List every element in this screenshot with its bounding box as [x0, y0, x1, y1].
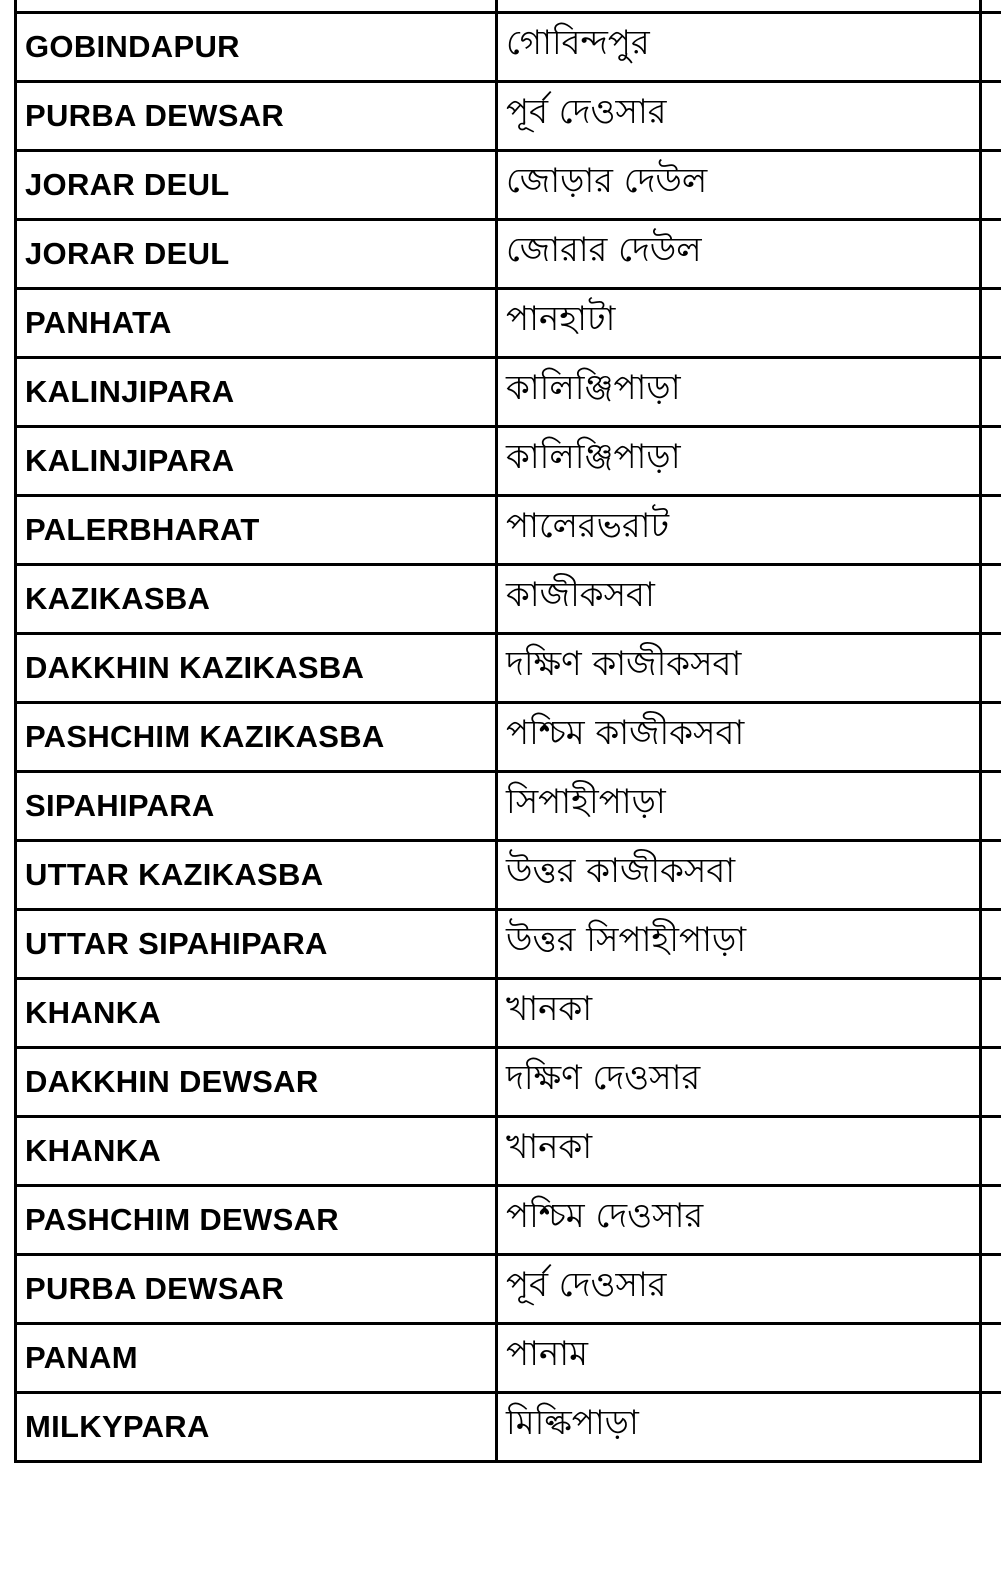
bengali-name-cell: পানহাটা — [497, 289, 981, 358]
table-row-header-clipped — [16, 0, 981, 13]
bengali-name-cell: সিপাহীপাড়া — [497, 772, 981, 841]
table-row — [16, 565, 981, 634]
table-row — [16, 772, 981, 841]
english-name-cell: UTTAR KAZIKASBA — [16, 841, 497, 910]
bengali-name-cell — [497, 0, 981, 13]
english-name-cell: MILKYPARA — [16, 1393, 497, 1462]
row-rule-tick — [979, 1391, 1001, 1394]
row-rule-tick — [979, 632, 1001, 635]
row-rule-tick — [979, 1184, 1001, 1187]
row-rule-tick — [979, 1322, 1001, 1325]
row-rule-tick — [979, 149, 1001, 152]
table-row — [16, 13, 981, 82]
row-rule-tick — [979, 494, 1001, 497]
english-name-cell: DAKKHIN KAZIKASBA — [16, 634, 497, 703]
bengali-name-cell: গোবিন্দপুর — [497, 13, 981, 82]
row-rule-tick — [979, 287, 1001, 290]
row-rule-tick — [979, 80, 1001, 83]
english-name-cell: PASHCHIM KAZIKASBA — [16, 703, 497, 772]
bengali-name-cell: দক্ষিণ কাজীকসবা — [497, 634, 981, 703]
table-body — [16, 0, 981, 1462]
table-row — [16, 1117, 981, 1186]
english-name-cell: KHANKA — [16, 1117, 497, 1186]
english-name-cell — [16, 0, 497, 13]
bengali-name-cell: পালেরভরাট — [497, 496, 981, 565]
english-name-cell: KALINJIPARA — [16, 358, 497, 427]
adjacent-column-edge — [979, 0, 1001, 1460]
english-name-cell: KAZIKASBA — [16, 565, 497, 634]
english-name-cell: PURBA DEWSAR — [16, 1255, 497, 1324]
row-rule-tick — [979, 425, 1001, 428]
row-rule-tick — [979, 1046, 1001, 1049]
english-name-cell: DAKKHIN DEWSAR — [16, 1048, 497, 1117]
english-name-cell: PANAM — [16, 1324, 497, 1393]
table-row — [16, 82, 981, 151]
english-name-cell: PALERBHARAT — [16, 496, 497, 565]
row-rule-tick — [979, 563, 1001, 566]
table-row — [16, 841, 981, 910]
row-rule-tick — [979, 908, 1001, 911]
table-row — [16, 427, 981, 496]
bengali-name-cell: পশ্চিম কাজীকসবা — [497, 703, 981, 772]
bengali-name-cell: পূর্ব দেওসার — [497, 1255, 981, 1324]
bengali-name-cell: জোরার দেউল — [497, 220, 981, 289]
table-row — [16, 496, 981, 565]
table-row — [16, 220, 981, 289]
row-rule-tick — [979, 839, 1001, 842]
table-row — [16, 1048, 981, 1117]
english-name-cell: PANHATA — [16, 289, 497, 358]
table-row — [16, 703, 981, 772]
row-rule-tick — [979, 356, 1001, 359]
english-name-cell: KALINJIPARA — [16, 427, 497, 496]
english-name-cell: PURBA DEWSAR — [16, 82, 497, 151]
row-rule-tick — [979, 701, 1001, 704]
village-name-table — [14, 0, 982, 1463]
table-row — [16, 1393, 981, 1462]
bengali-name-cell: কাজীকসবা — [497, 565, 981, 634]
bengali-name-cell: পানাম — [497, 1324, 981, 1393]
table-row — [16, 151, 981, 220]
english-name-cell: JORAR DEUL — [16, 220, 497, 289]
table-row — [16, 634, 981, 703]
table-row — [16, 1186, 981, 1255]
bengali-name-cell: উত্তর সিপাহীপাড়া — [497, 910, 981, 979]
bengali-name-cell: পশ্চিম দেওসার — [497, 1186, 981, 1255]
table-row — [16, 358, 981, 427]
english-name-cell: PASHCHIM DEWSAR — [16, 1186, 497, 1255]
row-rule-tick — [979, 770, 1001, 773]
row-rule-tick — [979, 218, 1001, 221]
english-name-cell: GOBINDAPUR — [16, 13, 497, 82]
table-row — [16, 1324, 981, 1393]
bengali-name-cell: খানকা — [497, 979, 981, 1048]
row-rule-tick — [979, 1115, 1001, 1118]
bengali-name-cell: কালিঞ্জিপাড়া — [497, 358, 981, 427]
row-rule-tick — [979, 1253, 1001, 1256]
row-rule-tick — [979, 977, 1001, 980]
bengali-name-cell: খানকা — [497, 1117, 981, 1186]
bengali-name-cell: পূর্ব দেওসার — [497, 82, 981, 151]
row-rule-tick — [979, 11, 1001, 14]
table-row — [16, 910, 981, 979]
english-name-cell: JORAR DEUL — [16, 151, 497, 220]
english-name-cell: SIPAHIPARA — [16, 772, 497, 841]
bengali-name-cell: মিল্কিপাড়া — [497, 1393, 981, 1462]
bengali-name-cell: কালিঞ্জিপাড়া — [497, 427, 981, 496]
bengali-name-cell: উত্তর কাজীকসবা — [497, 841, 981, 910]
table-row — [16, 289, 981, 358]
bengali-name-cell: দক্ষিণ দেওসার — [497, 1048, 981, 1117]
bengali-name-cell: জোড়ার দেউল — [497, 151, 981, 220]
english-name-cell: KHANKA — [16, 979, 497, 1048]
table-row — [16, 979, 981, 1048]
english-name-cell: UTTAR SIPAHIPARA — [16, 910, 497, 979]
table-row — [16, 1255, 981, 1324]
